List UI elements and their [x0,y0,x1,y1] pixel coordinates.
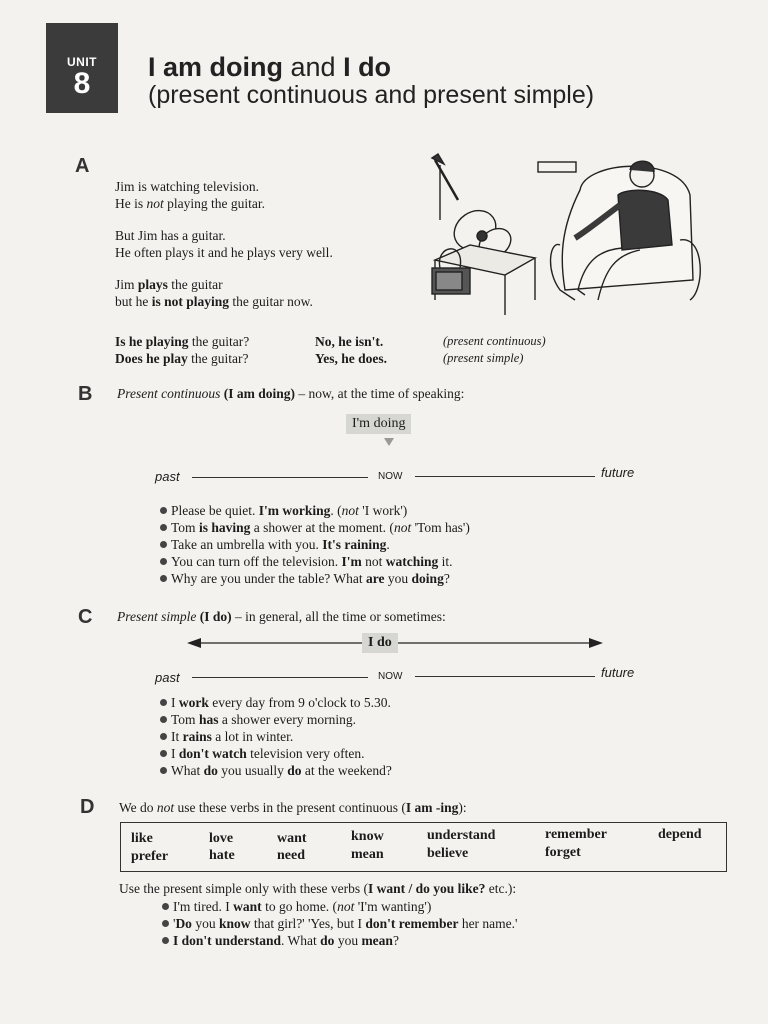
bullet-icon [160,733,167,740]
b-timeline-now: NOW [378,471,403,482]
unit-badge [46,23,118,113]
b-intro-italic: Present continuous [117,386,221,401]
a-note-2: (present simple) [443,351,524,365]
title-and: and [283,52,344,82]
c-timeline-future: future [601,665,635,680]
verb-forget: forget [545,845,581,860]
a-line-1: Jim is watching television. [115,179,259,194]
verb-remember: remember [545,827,607,842]
b-example-4: You can turn off the television. I'm not watching it. [160,553,470,570]
b-example-2: Tom is having a shower at the moment. (not 'Tom has') [160,519,470,536]
a-answer-1: No, he isn't. [315,334,384,349]
a-question-2: Does he play the guitar? [115,351,249,366]
verb-want: want [277,831,307,846]
c-timeline-left [192,677,368,678]
verb-need: need [277,848,305,863]
unit-number: 8 [73,67,91,100]
section-a-text [115,178,333,310]
b-intro-rest: – now, at the time of speaking: [295,386,465,401]
bullet-icon [162,937,169,944]
bullet-icon [160,507,167,514]
c-timeline-past: past [155,670,180,685]
bullet-icon [160,575,167,582]
b-example-5: Why are you under the table? What are you doing? [160,570,470,587]
section-d-intro: We do not use these verbs in the present continuous (I am -ing): [119,800,467,815]
section-c-intro [117,608,446,625]
c-example-5: What do you usually do at the weekend? [160,762,392,779]
c-example-2: Tom has a shower every morning. [160,711,392,728]
section-b-letter: B [78,383,93,405]
verb-mean: mean [351,847,384,862]
bullet-icon [162,920,169,927]
bullet-icon [160,767,167,774]
bullet-icon [160,524,167,531]
c-example-3: It rains a lot in winter. [160,728,392,745]
c-example-4: I don't watch television very often. [160,745,392,762]
section-d-letter: D [80,796,95,818]
verb-prefer: prefer [131,849,169,864]
page-subtitle: (present continuous and present simple) [148,81,595,109]
bullet-icon [160,541,167,548]
bullet-icon [160,558,167,565]
unit-label: UNIT [67,55,97,69]
verb-understand: understand [427,828,496,843]
bullet-icon [160,750,167,757]
b-timeline-future: future [601,465,635,480]
section-d-examples [162,898,517,949]
verb-believe: believe [427,846,469,861]
verb-hate: hate [209,848,235,863]
section-a-answers [315,333,387,367]
c-example-1: I work every day from 9 o'clock to 5.30. [160,694,392,711]
d-example-1: I'm tired. I want to go home. (not 'I'm wanting') [162,898,517,915]
a-answer-2: Yes, he does. [315,351,388,366]
now-pointer-icon [384,438,394,446]
section-c-letter: C [78,606,93,628]
verb-list-box [120,822,727,872]
bullet-icon [162,903,169,910]
b-example-1: Please be quiet. I'm working. (not 'I work') [160,502,470,519]
verb-depend: depend [658,827,702,842]
bullet-icon [160,699,167,706]
title-part2: I do [343,52,392,82]
a-line-6: but he is not playing the guitar now. [115,294,313,309]
c-intro-rest: – in general, all the time or sometimes: [231,609,446,624]
man-watching-tv-illustration [410,150,710,320]
a-line-5: Jim plays the guitar [115,277,223,292]
a-question-1: Is he playing the guitar? [115,334,250,349]
verb-like: like [131,831,153,846]
b-intro-bold: (I am doing) [223,386,295,401]
a-note-1: (present continuous) [443,334,546,348]
section-c-examples [160,694,392,779]
a-line-2: He is not playing the guitar. [115,196,265,211]
d-example-3: I don't understand. What do you mean? [162,932,517,949]
b-timeline-past: past [155,469,180,484]
a-line-4: He often plays it and he plays very well. [115,245,333,260]
section-b-examples [160,502,470,587]
section-b-intro [117,385,464,402]
section-a-notes [443,333,546,367]
bullet-icon [160,716,167,723]
c-timeline-now: NOW [378,671,403,682]
i-do-label: I do [362,633,398,653]
section-d-note: Use the present simple only with these verbs (I want / do you like? etc.): [119,881,517,896]
d-example-2: 'Do you know that girl?' 'Yes, but I don't remember her name.' [162,915,517,932]
a-line-3: But Jim has a guitar. [115,228,226,243]
verb-love: love [209,831,234,846]
b-example-3: Take an umbrella with you. It's raining. [160,536,470,553]
page-title [148,52,391,83]
im-doing-label: I'm doing [346,414,411,434]
c-timeline-right [415,676,595,677]
section-a-letter: A [75,155,90,177]
title-part1: I am doing [148,52,283,82]
section-a-questions [115,333,249,367]
c-intro-italic: Present simple [117,609,197,624]
verb-know: know [351,829,384,844]
b-timeline-left [192,477,368,478]
c-intro-bold: (I do) [199,609,232,624]
b-timeline-right [415,476,595,477]
